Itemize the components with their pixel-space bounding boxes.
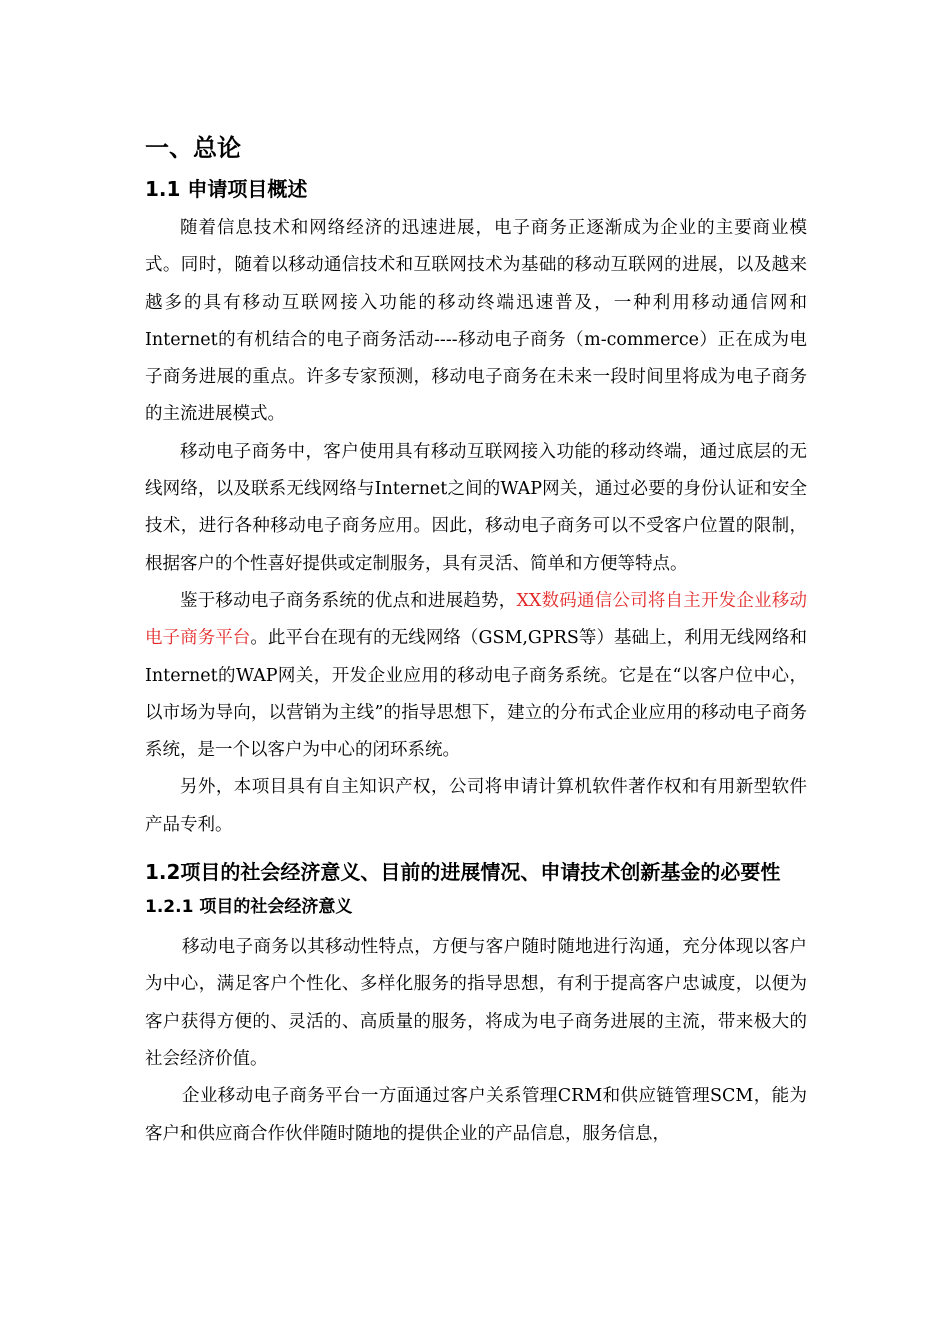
section-1-1-paragraph-1: 随着信息技术和网络经济的迅速进展，电子商务正逐渐成为企业的主要商业模式。同时，随着以移动通信技术和互联网技术为基础的移动互联网的进展，以及越来越多的具有移动互联网接入功能的移动终端迅速普及，一种利用移动通信网和Internet的有机结合的电子商务活动----移动电子商务（m-commerce）正在成为电子商务进展的重点。许多专家预测，移动电子商务在未来一段时间里将成为电子商务的主流进展模式。 xyxy=(145,218,807,425)
paragraph-3-lead: 鉴于移动电子商务系统的优点和进展趋势， xyxy=(180,590,517,611)
section-1-1-heading: 1.1 申请项目概述 xyxy=(145,177,308,201)
section-1-1-paragraph-4: 另外，本项目具有自主知识产权，公司将申请计算机软件著作权和有用新型软件产品专利。 xyxy=(145,777,807,835)
section-1-2-1-paragraph-1: 移动电子商务以其移动性特点，方便与客户随时随地进行沟通，充分体现以客户为中心，满足客户个性化、多样化服务的指导思想，有利于提高客户忠诚度，以便为客户获得方便的、灵活的、高质量的服务，将成为电子商务进展的主流，带来极大的社会经济价值。 xyxy=(145,937,807,1069)
section-1-1-paragraph-2: 移动电子商务中，客户使用具有移动互联网接入功能的移动终端，通过底层的无线网络，以及联系无线网络与Internet之间的WAP网关，通过必要的身份认证和安全技术，进行各种移动电子商务应用。因此，移动电子商务可以不受客户位置的限制，根据客户的个性喜好提供或定制服务，具有灵活、简单和方便等特点。 xyxy=(145,441,807,574)
paragraph-3-rest: 。此平台在现有的无线网络（GSM,GPRS等）基础上，利用无线网络和Internet的WAP网关，开发企业应用的移动电子商务系统。它是在“以客户位中心，以市场为导向，以营销为主线”的指导思想下，建立的分布式企业应用的移动电子商务系统，是一个以客户为中心的闭环系统。 xyxy=(145,628,807,761)
section-1-heading: 一、总论 xyxy=(145,134,241,162)
section-1-2-1-heading: 1.2.1 项目的社会经济意义 xyxy=(145,897,353,918)
document-page xyxy=(145,128,807,1153)
section-1-1-paragraph-3 xyxy=(145,583,807,769)
highlighted-company-plan: XX数码通信公司将自主开发企业移动电子商务平台 xyxy=(145,590,808,649)
section-1-2-heading: 1.2项目的社会经济意义、目前的进展情况、申请技术创新基金的必要性 xyxy=(145,860,781,885)
section-1-2-1-paragraph-2: 企业移动电子商务平台一方面通过客户关系管理CRM和供应链管理SCM，能为客户和供应商合作伙伴随时随地的提供企业的产品信息，服务信息， xyxy=(145,1086,807,1144)
